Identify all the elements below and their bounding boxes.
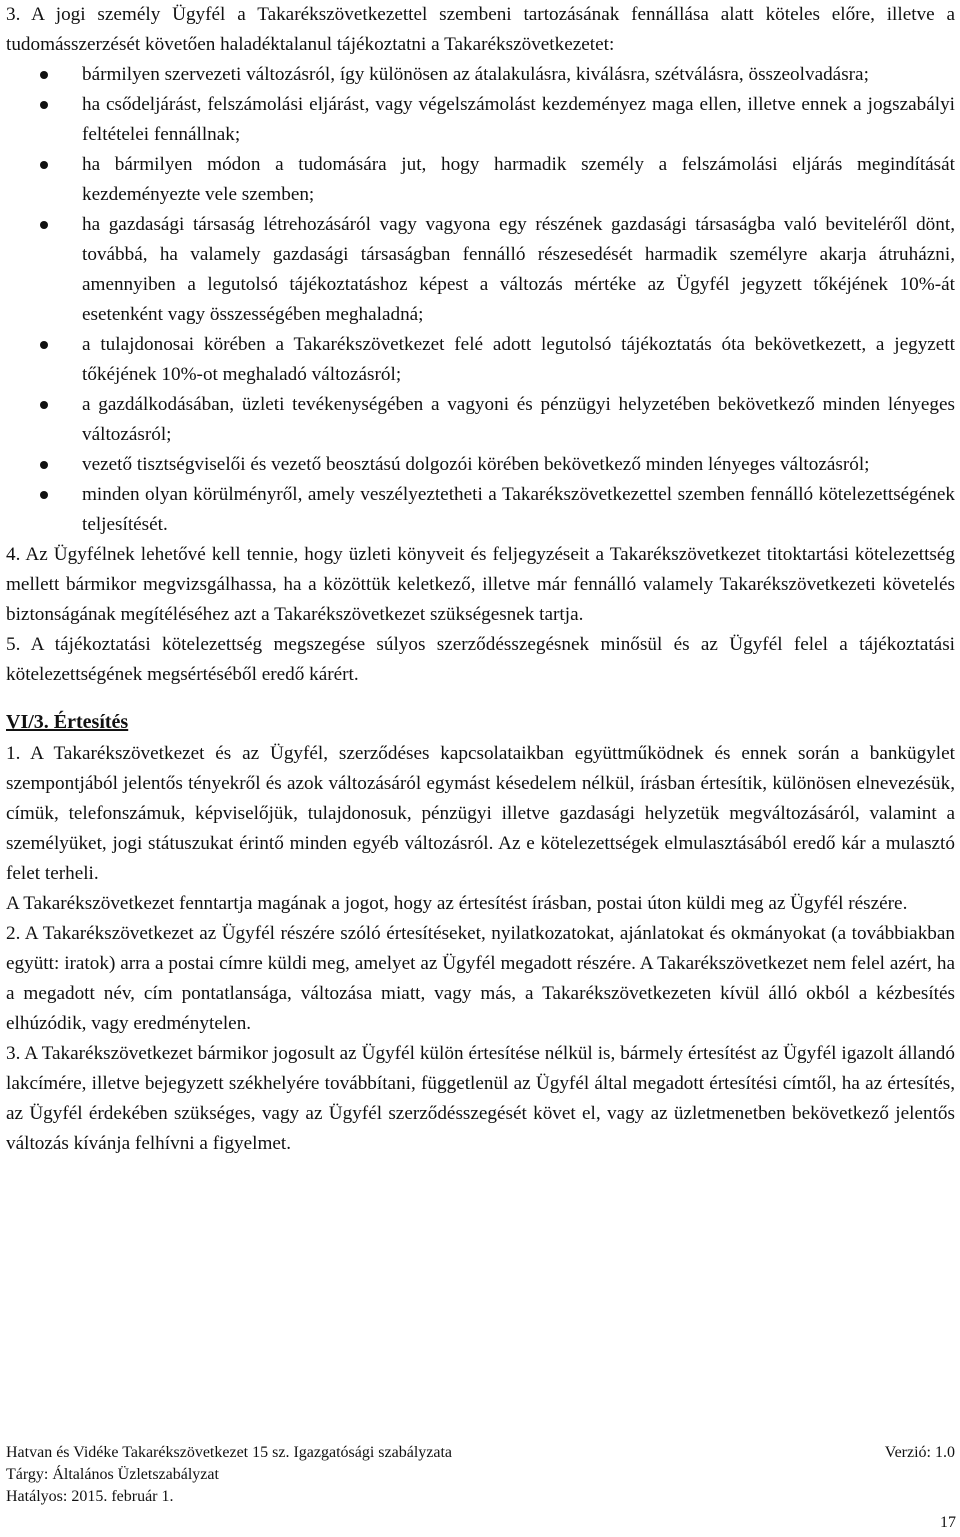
list-item — [6, 90, 955, 150]
obligation-bullet-list — [6, 60, 955, 540]
list-item — [6, 60, 955, 90]
list-item — [6, 390, 955, 450]
list-item-text: a tulajdonosai körében a Takarékszövetkezet felé adott legutolsó tájékoztatás óta bekövetkezett, a jegyzett tőkéjének 10%-ot meghaladó változásról; — [82, 334, 955, 385]
paragraph-5: 5. A tájékoztatási kötelezettség megszegése súlyos szerződésszegésnek minősül és az Ügyfél felel a tájékoztatási kötelezettségének megsértéséből eredő kárért. — [6, 634, 955, 685]
list-item-text: bármilyen szervezeti változásról, így különösen az átalakulásra, kiválásra, szétválásra, összeolvadásra; — [82, 64, 869, 85]
list-item — [6, 330, 955, 390]
bullet-icon — [40, 341, 48, 349]
list-item — [6, 480, 955, 540]
list-item-text: ha bármilyen módon a tudomására jut, hogy harmadik személy a felszámolási eljárás megindítását kezdeményezte vele szemben; — [82, 154, 955, 205]
bullet-icon — [40, 491, 48, 499]
list-item-text: ha gazdasági társaság létrehozásáról vagy vagyona egy részének gazdasági társaságba való beviteléről dönt, továbbá, ha valamely gazdasági társaságban fennálló részesedését harmadik személyre akarja átruházni, amennyiben a legutolsó tájékoztatáshoz képest a változás mértéke az Ügyfél jegyzett tőkéjének 10%-át esetenként vagy összességében meghaladná; — [82, 214, 955, 325]
bullet-icon — [40, 101, 48, 109]
list-item-text: a gazdálkodásában, üzleti tevékenységében a vagyoni és pénzügyi helyzetében bekövetkező minden lényeges változásról; — [82, 394, 955, 445]
bullet-icon — [40, 221, 48, 229]
list-item — [6, 210, 955, 330]
paragraph-4: 4. Az Ügyfélnek lehetővé kell tennie, hogy üzleti könyveit és feljegyzéseit a Takarékszövetkezet titoktartási kötelezettség mellett bármikor megvizsgálhassa, ha a közöttük keletkező, illetve már fennálló valamely Takarékszövetkezeti követelés biztonságának megítéléséhez azt a Takarékszövetkezet szükségesnek tartja. — [6, 544, 955, 625]
document-page — [6, 0, 955, 1159]
section-heading: VI/3. Értesítés — [6, 711, 129, 733]
footer-line-1 — [6, 1442, 955, 1464]
section-paragraph-1b: A Takarékszövetkezet fenntartja magának a jogot, hogy az értesítést írásban, postai úton küldi meg az Ügyfél részére. — [6, 893, 908, 914]
paragraph-3-intro: 3. A jogi személy Ügyfél a Takarékszövetkezettel szembeni tartozásának fennállása alatt köteles előre, illetve a tudomásszerzését követően haladéktalanul tájékoztatni a Takarékszövetkezetet: — [6, 4, 955, 55]
page-footer — [6, 1442, 955, 1508]
footer-effective-date: Hatályos: 2015. február 1. — [6, 1488, 174, 1505]
section-paragraph-1: 1. A Takarékszövetkezet és az Ügyfél, szerződéses kapcsolataikban együttműködnek és ennek során a bankügylet szempontjából jelentős tényekről és azok változásáról egymást késedelem nélkül, írásban értesítik, különösen elnevezésük, címük, telefonszámuk, képviselőjük, tulajdonosuk, pénzügyi illetve gazdasági helyzetük megváltozásáról, valamint a személyüket, jogi státuszukat érintő minden egyéb változásról. Az e kötelezettségek elmulasztásából eredő kár a mulasztó felet terheli. — [6, 743, 955, 884]
bullet-icon — [40, 461, 48, 469]
bullet-icon — [40, 161, 48, 169]
bullet-icon — [40, 401, 48, 409]
list-item — [6, 150, 955, 210]
footer-regulation-title: Hatvan és Vidéke Takarékszövetkezet 15 sz. Igazgatósági szabályzata — [6, 1444, 453, 1461]
page-number: 17 — [940, 1514, 956, 1531]
list-item-text: ha csődeljárást, felszámolási eljárást, vagy végelszámolást kezdeményez maga ellen, illetve ennek a jogszabályi feltételei fennállnak; — [82, 94, 955, 145]
footer-version: Verzió: 1.0 — [884, 1444, 955, 1461]
footer-subject: Tárgy: Általános Üzletszabályzat — [6, 1466, 219, 1483]
list-item — [6, 450, 955, 480]
list-item-text: vezető tisztségviselői és vezető beosztású dolgozói körében bekövetkező minden lényeges változásról; — [82, 454, 870, 475]
section-paragraph-2: 2. A Takarékszövetkezet az Ügyfél részére szóló értesítéseket, nyilatkozatokat, ajánlatokat és okmányokat (a továbbiakban együtt: iratok) arra a postai címre küldi meg, amelyet az Ügyfél megadott részére. A Takarékszövetkezet nem felel azért, ha a megadott név, cím pontatlansága, változása miatt, vagy más, a Takarékszövetkezeten kívül álló okból a kézbesítés elhúzódik, vagy eredménytelen. — [6, 923, 955, 1034]
list-item-text: minden olyan körülményről, amely veszélyeztetheti a Takarékszövetkezettel szemben fennálló kötelezettségének teljesítését. — [82, 484, 955, 535]
bullet-icon — [40, 71, 48, 79]
section-paragraph-3: 3. A Takarékszövetkezet bármikor jogosult az Ügyfél külön értesítése nélkül is, bármely értesítést az Ügyfél igazolt állandó lakcímére, illetve bejegyzett székhelyére továbbítani, függetlenül az Ügyfél által megadott értesítési címtől, ha az értesítés, az Ügyfél érdekében szükséges, vagy az Ügyfél szerződésszegését követ el, vagy az üzletmenetben bekövetkező jelentős változás kívánja felhívni a figyelmet. — [6, 1043, 955, 1154]
